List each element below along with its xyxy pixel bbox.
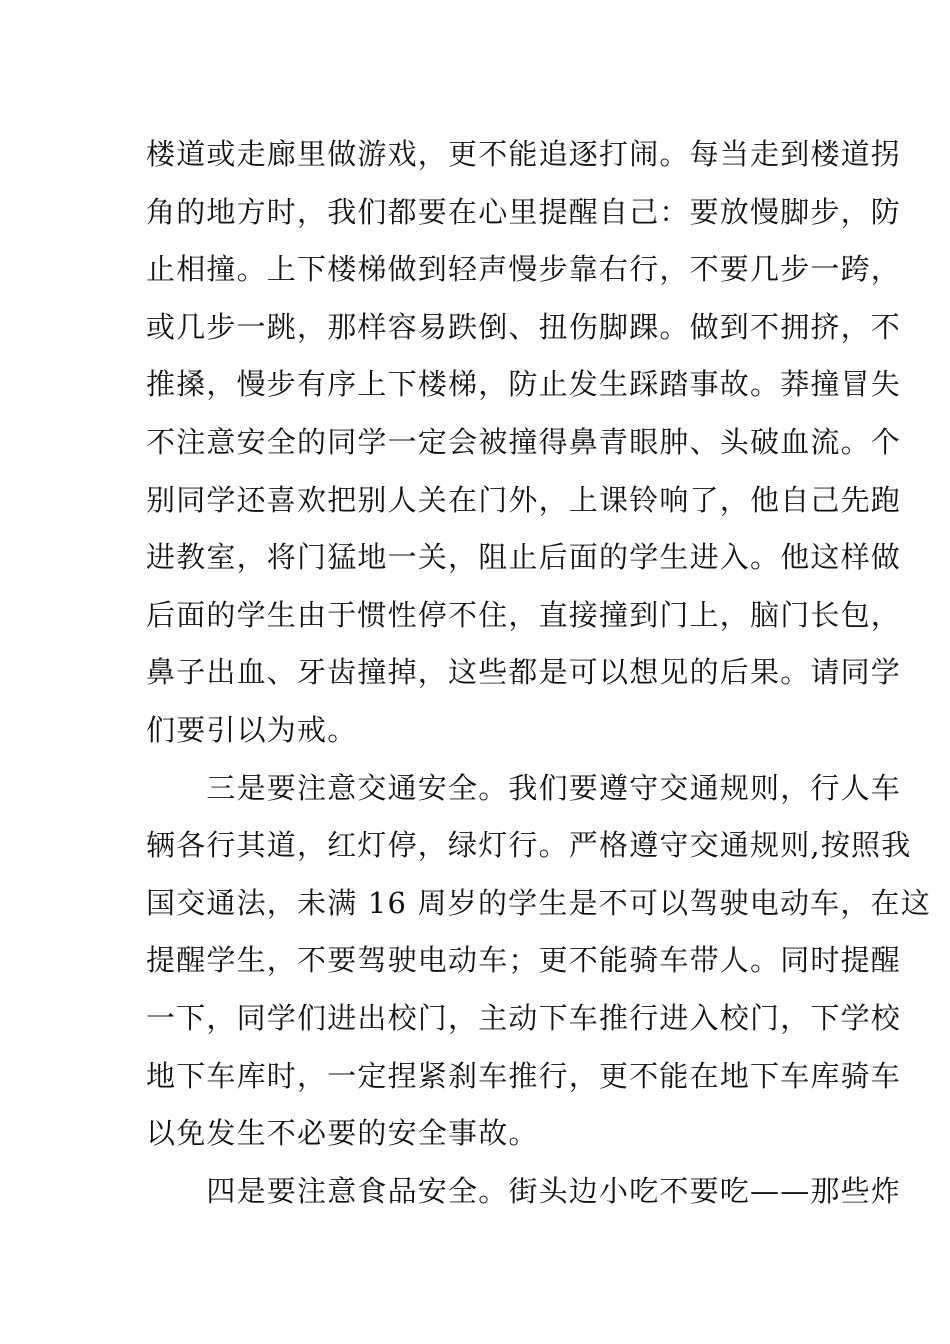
paragraph-food-safety xyxy=(146,1163,902,1221)
text-line: 后面的学生由于惯性停不住，直接撞到门上，脑门长包， xyxy=(146,597,902,632)
text-line: 三是要注意交通安全。我们要遵守交通规则，行人车 xyxy=(146,770,902,805)
text-line: 楼道或走廊里做游戏，更不能追逐打闹。每当走到楼道拐 xyxy=(146,137,902,171)
text-line: 推搡，慢步有序上下楼梯，防止发生踩踏事故。莽撞冒失 xyxy=(146,367,902,402)
text-line: 或几步一跳，那样容易跌倒、扭伤脚踝。做到不拥挤，不 xyxy=(146,309,902,344)
text-line: 以免发生不必要的安全事故。 xyxy=(146,1116,539,1151)
text-line: 一下，同学们进出校门，主动下车推行进入校门，下学校 xyxy=(146,1000,902,1035)
text-line: 们要引以为戒。 xyxy=(146,712,358,747)
document-body xyxy=(146,126,931,1220)
text-line: 角的地方时，我们都要在心里提醒自己：要放慢脚步，防 xyxy=(146,194,902,229)
text-line: 别同学还喜欢把别人关在门外，上课铃响了，他自己先跑 xyxy=(146,482,902,517)
paragraph-hallway-safety xyxy=(146,126,902,760)
text-line: 国交通法，未满 16 周岁的学生是不可以驾驶电动车，在这 xyxy=(146,885,931,920)
paragraph-traffic-safety xyxy=(146,760,931,1163)
text-line: 鼻子出血、牙齿撞掉，这些都是可以想见的后果。请同学 xyxy=(146,655,902,690)
text-line: 进教室，将门猛地一关，阻止后面的学生进入。他这样做 xyxy=(146,540,902,575)
text-line: 地下车库时，一定捏紧刹车推行，更不能在地下车库骑车 xyxy=(146,1058,902,1093)
text-line: 止相撞。上下楼梯做到轻声慢步靠右行，不要几步一跨， xyxy=(146,252,902,287)
text-line: 不注意安全的同学一定会被撞得鼻青眼肿、头破血流。个 xyxy=(146,424,902,459)
text-line: 辆各行其道，红灯停，绿灯行。严格遵守交通规则,按照我 xyxy=(146,828,912,863)
text-line: 提醒学生，不要驾驶电动车；更不能骑车带人。同时提醒 xyxy=(146,943,902,978)
text-line: 四是要注意食品安全。街头边小吃不要吃——那些炸 xyxy=(146,1173,902,1208)
